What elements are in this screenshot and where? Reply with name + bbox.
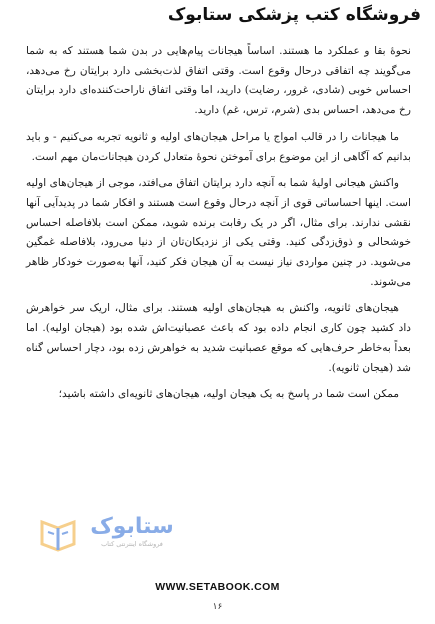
watermark-tagline: فروشگاه اینترنتی کتاب xyxy=(101,540,163,548)
paragraph-2: ما هیجانات را در قالب امواج یا مراحل هیجان‌های اولیه و ثانویه تجربه می‌کنیم - و باید بدانیم که آگاهی از این موضوع برای آموختن نحوهٔ متعادل کردن هیجانات‌مان مهم است. xyxy=(26,130,411,163)
page-number: ۱۶ xyxy=(212,602,223,612)
website-url[interactable]: WWW.SETABOOK.COM xyxy=(155,581,280,593)
paragraph-1: نحوهٔ بقا و عملکرد ما هستند. اساساً هیجانات پیام‌هایی در بدن شما هستند که به شما می‌گویند چه اتفاقی درحال وقوع است. وقتی اتفاق لذت‌بخشی دارد برایتان رخ می‌دهد، احساس خوبی (شادی، غرور، رضایت) دارید، اما وقتی اتفاق ناراحت‌کننده‌ای دارد برایتان رخ می‌دهد، احساس بدی (شرم، ترس، غم) دارید. xyxy=(26,45,411,117)
setabook-watermark xyxy=(30,514,180,554)
paragraph-3: واکنش هیجانی اولیهٔ شما به آنچه دارد برایتان اتفاق می‌افتد، موجی از هیجان‌های اولیه است. اینها احساساتی قوی از آنچه درحال وقوع است هستند و افکار شما در پدیدآیی آنها نقشی ندارند. برای مثال، اگر در یک رقابت برنده شوید، ممکن است بلافاصله احساس خوشحالی و ذوق‌زدگی کنید. وقتی یکی از نزدیکان‌تان از دنیا می‌رود، بلافاصله غمگین می‌شوید. در چنین مواردی نیاز نیست به آن هیجان فکر کنید، آنها به‌صورت خودکار ظاهر می‌شوند. xyxy=(26,177,411,288)
watermark-brand: ستابوک xyxy=(90,514,174,539)
paragraph-4: هیجان‌های ثانویه، واکنش به هیجان‌های اولیه هستند. برای مثال، اریک سر خواهرش داد کشید چون کاری انجام داده بود که باعث عصبانیت‌اش شده بود (هیجان اولیه). اما بعداً به‌خاطر حرف‌هایی که موقع عصبانیت شدید به خواهرش زده بود، دچار احساس گناه شد (هیجان ثانویه). xyxy=(26,302,411,374)
book-text xyxy=(26,42,411,412)
paragraph-5: ممکن است شما در پاسخ به یک هیجان اولیه، هیجان‌های ثانویه‌ای داشته باشید؛ xyxy=(58,388,399,401)
page-header: فروشگاه کتب پزشکی ستابوک xyxy=(167,5,421,25)
book-logo-icon xyxy=(38,516,78,552)
